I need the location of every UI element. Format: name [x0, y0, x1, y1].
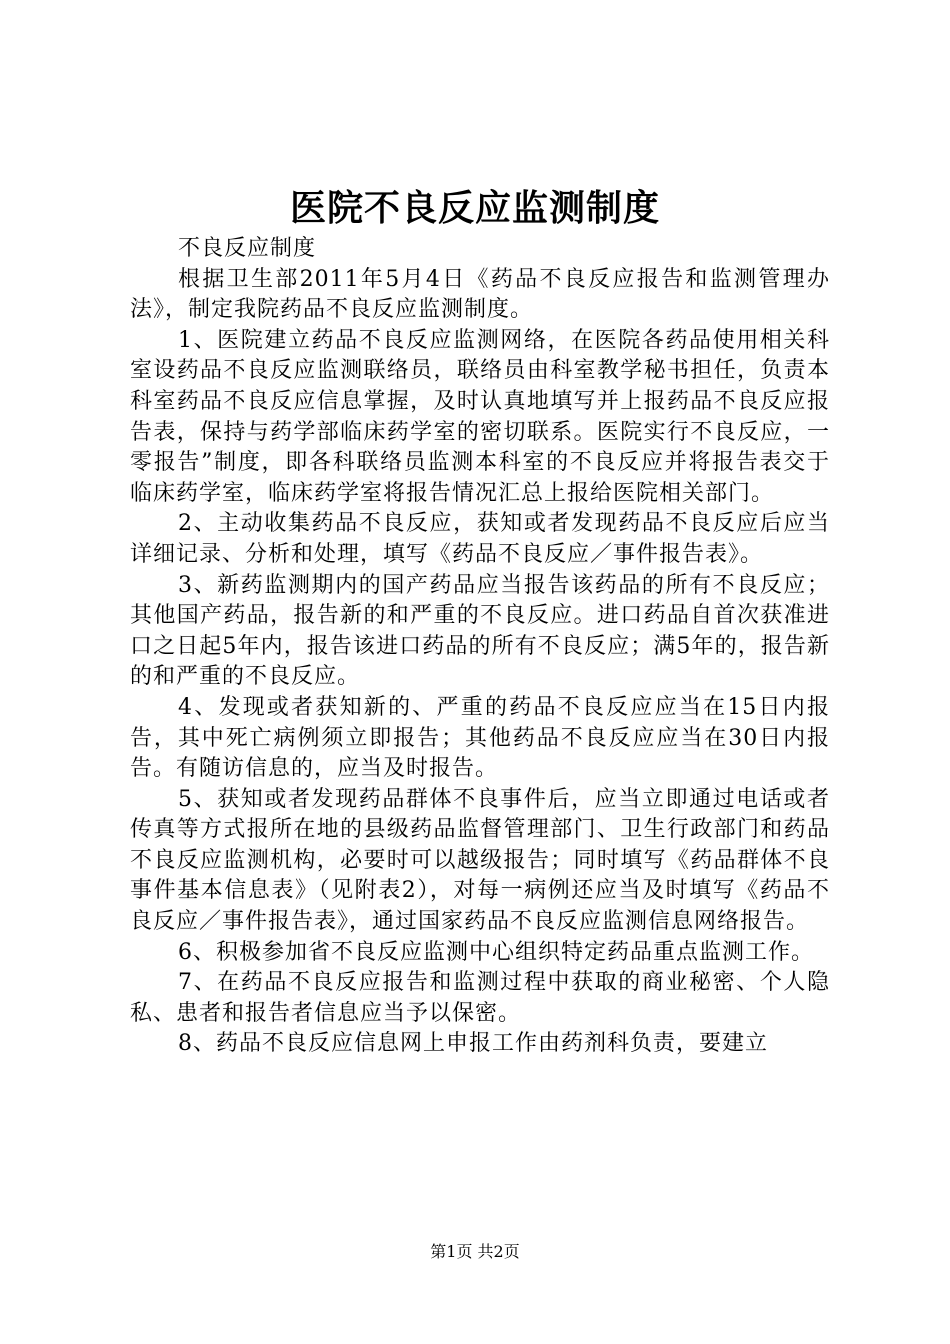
page-number-footer: 第1页 共2页	[430, 1242, 520, 1261]
paragraph-item-2: 2、主动收集药品不良反应，获知或者发现药品不良反应后应当详细记录、分析和处理，填写《药品不良反应／事件报告表》。	[130, 511, 830, 567]
paragraph-item-5: 5、获知或者发现药品群体不良事件后，应当立即通过电话或者传真等方式报所在地的县级药品监督管理部门、卫生行政部门和药品不良反应监测机构，必要时可以越级报告；同时填写《药品群体不良事件基本信息表》（见附表2），对每一病例还应当及时填写《药品不良反应／事件报告表》，通过国家药品不良反应监测信息网络报告。	[130, 786, 830, 935]
paragraph-item-8: 8、药品不良反应信息网上申报工作由药剂科负责，要建立	[178, 1031, 768, 1057]
paragraph-item-1: 1、医院建立药品不良反应监测网络，在医院各药品使用相关科室设药品不良反应监测联络员，联络员由科室教学秘书担任，负责本科室药品不良反应信息掌握，及时认真地填写并上报药品不良反应报告表，保持与药学部临床药学室的密切联系。医院实行不良反应，一零报告”制度，即各科联络员监测本科室的不良反应并将报告表交于临床药学室，临床药学室将报告情况汇总上报给医院相关部门。	[130, 327, 830, 506]
paragraph-heading: 不良反应制度	[178, 236, 317, 261]
paragraph-intro: 根据卫生部2011年5月4日《药品不良反应报告和监测管理办法》，制定我院药品不良反应监测制度。	[130, 266, 830, 323]
paragraph-item-4: 4、发现或者获知新的、严重的药品不良反应应当在15日内报告，其中死亡病例须立即报告；其他药品不良反应应当在30日内报告。有随访信息的，应当及时报告。	[130, 694, 830, 782]
document-title: 医院不良反应监测制度	[289, 187, 660, 229]
document-body	[130, 234, 830, 1060]
paragraph-item-3: 3、新药监测期内的国产药品应当报告该药品的所有不良反应；其他国产药品，报告新的和严重的不良反应。进口药品自首次获准进口之日起5年内，报告该进口药品的所有不良反应；满5年的，报告新的和严重的不良反应。	[130, 572, 830, 690]
paragraph-item-7: 7、在药品不良反应报告和监测过程中获取的商业秘密、个人隐私、患者和报告者信息应当予以保密。	[130, 970, 830, 1026]
paragraph-item-6: 6、积极参加省不良反应监测中心组织特定药品重点监测工作。	[178, 939, 814, 965]
